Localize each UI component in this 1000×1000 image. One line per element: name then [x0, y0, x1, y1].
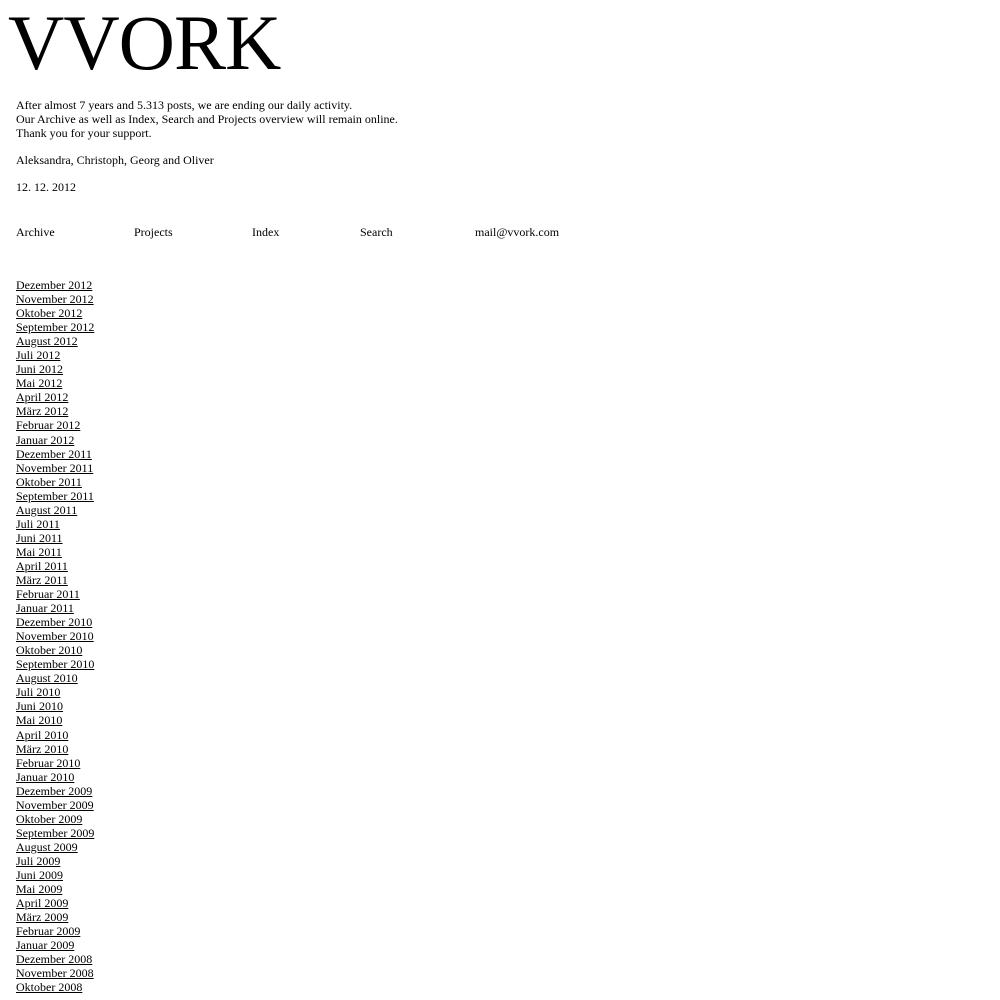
nav-search-link[interactable]: Search — [360, 225, 393, 239]
archive-month-item — [16, 699, 94, 713]
archive-month-link[interactable]: Dezember 2008 — [16, 952, 93, 967]
main-nav — [0, 225, 1000, 241]
nav-mail-link[interactable]: mail@vvork.com — [475, 225, 560, 239]
archive-month-item — [16, 826, 94, 840]
archive-month-link[interactable]: Juli 2011 — [16, 516, 60, 531]
archive-month-item — [16, 742, 94, 756]
archive-month-item — [16, 306, 94, 320]
archive-month-item — [16, 938, 94, 952]
archive-month-item — [16, 966, 94, 980]
archive-month-item — [16, 756, 94, 770]
archive-month-item — [16, 657, 94, 671]
archive-month-link[interactable]: Februar 2010 — [16, 755, 81, 770]
archive-month-item — [16, 868, 94, 882]
archive-month-link[interactable]: Mai 2011 — [16, 544, 62, 559]
notice-date: 12. 12. 2012 — [16, 180, 76, 194]
archive-month-item — [16, 376, 94, 390]
archive-month-link[interactable]: Juni 2011 — [16, 530, 63, 545]
archive-month-link[interactable]: Juni 2010 — [16, 699, 64, 714]
archive-month-link[interactable]: Oktober 2011 — [16, 474, 82, 489]
archive-month-link[interactable]: September 2010 — [16, 657, 95, 672]
nav-archive-link[interactable]: Archive — [16, 225, 55, 239]
archive-month-item — [16, 461, 94, 475]
archive-month-item — [16, 362, 94, 376]
archive-month-link[interactable]: März 2011 — [16, 572, 68, 587]
archive-month-item — [16, 671, 94, 685]
archive-month-link[interactable]: Oktober 2010 — [16, 643, 83, 658]
archive-month-item — [16, 292, 94, 306]
archive-month-link[interactable]: Juli 2010 — [16, 685, 61, 700]
archive-month-link[interactable]: September 2011 — [16, 488, 94, 503]
archive-month-link[interactable]: Februar 2009 — [16, 924, 81, 939]
archive-month-item — [16, 784, 94, 798]
notice-line: Thank you for your support. — [16, 126, 152, 140]
archive-month-item — [16, 418, 94, 432]
archive-month-item — [16, 517, 94, 531]
archive-month-link[interactable]: Mai 2010 — [16, 713, 63, 728]
archive-month-link[interactable]: April 2012 — [16, 390, 69, 405]
archive-month-link[interactable]: August 2012 — [16, 334, 78, 349]
archive-month-link[interactable]: Februar 2012 — [16, 418, 81, 433]
archive-month-link[interactable]: September 2012 — [16, 320, 95, 335]
site-logo[interactable]: VVORK — [8, 0, 281, 86]
archive-month-link[interactable]: Juli 2009 — [16, 853, 61, 868]
archive-month-link[interactable]: September 2009 — [16, 825, 95, 840]
archive-month-item — [16, 896, 94, 910]
archive-month-item — [16, 573, 94, 587]
archive-month-item — [16, 713, 94, 727]
archive-month-link[interactable]: März 2010 — [16, 741, 69, 756]
archive-month-item — [16, 629, 94, 643]
archive-month-link[interactable]: Februar 2011 — [16, 587, 80, 602]
archive-month-item — [16, 728, 94, 742]
archive-month-link[interactable]: November 2012 — [16, 292, 94, 307]
archive-month-link[interactable]: November 2008 — [16, 966, 94, 981]
archive-month-item — [16, 854, 94, 868]
archive-month-item — [16, 404, 94, 418]
archive-month-item — [16, 334, 94, 348]
archive-month-link[interactable]: Juni 2009 — [16, 867, 64, 882]
archive-month-link[interactable]: April 2011 — [16, 558, 68, 573]
archive-month-link[interactable]: Dezember 2012 — [16, 278, 93, 292]
archive-month-link[interactable]: November 2011 — [16, 460, 94, 475]
archive-month-link[interactable]: April 2010 — [16, 727, 69, 742]
archive-month-link[interactable]: Januar 2011 — [16, 601, 74, 616]
archive-month-link[interactable]: März 2009 — [16, 910, 69, 925]
archive-month-link[interactable]: Juni 2012 — [16, 362, 64, 377]
notice-line: Our Archive as well as Index, Search and Projects overview will remain online. — [16, 112, 398, 126]
archive-month-item — [16, 643, 94, 657]
archive-month-link[interactable]: Dezember 2010 — [16, 615, 93, 630]
archive-month-link[interactable]: Januar 2010 — [16, 769, 75, 784]
archive-month-link[interactable]: August 2009 — [16, 839, 78, 854]
archive-month-item — [16, 685, 94, 699]
archive-month-item — [16, 433, 94, 447]
archive-month-item — [16, 531, 94, 545]
archive-month-item — [16, 910, 94, 924]
archive-month-link[interactable]: Dezember 2009 — [16, 783, 93, 798]
closing-notice — [16, 98, 398, 140]
archive-month-item — [16, 545, 94, 559]
archive-month-item — [16, 320, 94, 334]
archive-month-item — [16, 882, 94, 896]
archive-month-link[interactable]: Mai 2012 — [16, 376, 63, 391]
archive-month-link[interactable]: Oktober 2012 — [16, 306, 83, 321]
archive-month-link[interactable]: Mai 2009 — [16, 882, 63, 897]
archive-month-item — [16, 952, 94, 966]
archive-month-item — [16, 390, 94, 404]
archive-month-link[interactable]: März 2012 — [16, 404, 69, 419]
archive-month-item — [16, 924, 94, 938]
archive-month-link[interactable]: August 2010 — [16, 671, 78, 686]
archive-month-item — [16, 980, 94, 994]
notice-line: After almost 7 years and 5.313 posts, we are ending our daily activity. — [16, 98, 353, 112]
archive-month-item — [16, 447, 94, 461]
archive-month-link[interactable]: Juli 2012 — [16, 348, 61, 363]
archive-month-link[interactable]: Dezember 2011 — [16, 446, 92, 461]
archive-month-link[interactable]: November 2010 — [16, 629, 94, 644]
notice-signatures: Aleksandra, Christoph, Georg and Oliver — [16, 153, 214, 167]
archive-month-link[interactable]: Oktober 2008 — [16, 980, 83, 995]
archive-month-link[interactable]: Januar 2009 — [16, 938, 75, 953]
archive-month-item — [16, 798, 94, 812]
archive-month-link[interactable]: August 2011 — [16, 502, 78, 517]
archive-month-item — [16, 348, 94, 362]
nav-projects-link[interactable]: Projects — [134, 225, 173, 239]
archive-month-item — [16, 840, 94, 854]
archive-month-item — [16, 475, 94, 489]
archive-month-link[interactable]: April 2009 — [16, 896, 69, 911]
archive-month-link[interactable]: Oktober 2009 — [16, 811, 83, 826]
archive-month-list — [16, 278, 94, 994]
nav-index-link[interactable]: Index — [252, 225, 280, 239]
archive-month-item — [16, 601, 94, 615]
archive-month-link[interactable]: Januar 2012 — [16, 432, 75, 447]
archive-month-item — [16, 559, 94, 573]
archive-month-item — [16, 278, 94, 292]
archive-month-link[interactable]: November 2009 — [16, 797, 94, 812]
archive-month-item — [16, 615, 94, 629]
archive-month-item — [16, 503, 94, 517]
archive-month-item — [16, 770, 94, 784]
archive-month-item — [16, 812, 94, 826]
archive-month-item — [16, 489, 94, 503]
archive-month-item — [16, 587, 94, 601]
